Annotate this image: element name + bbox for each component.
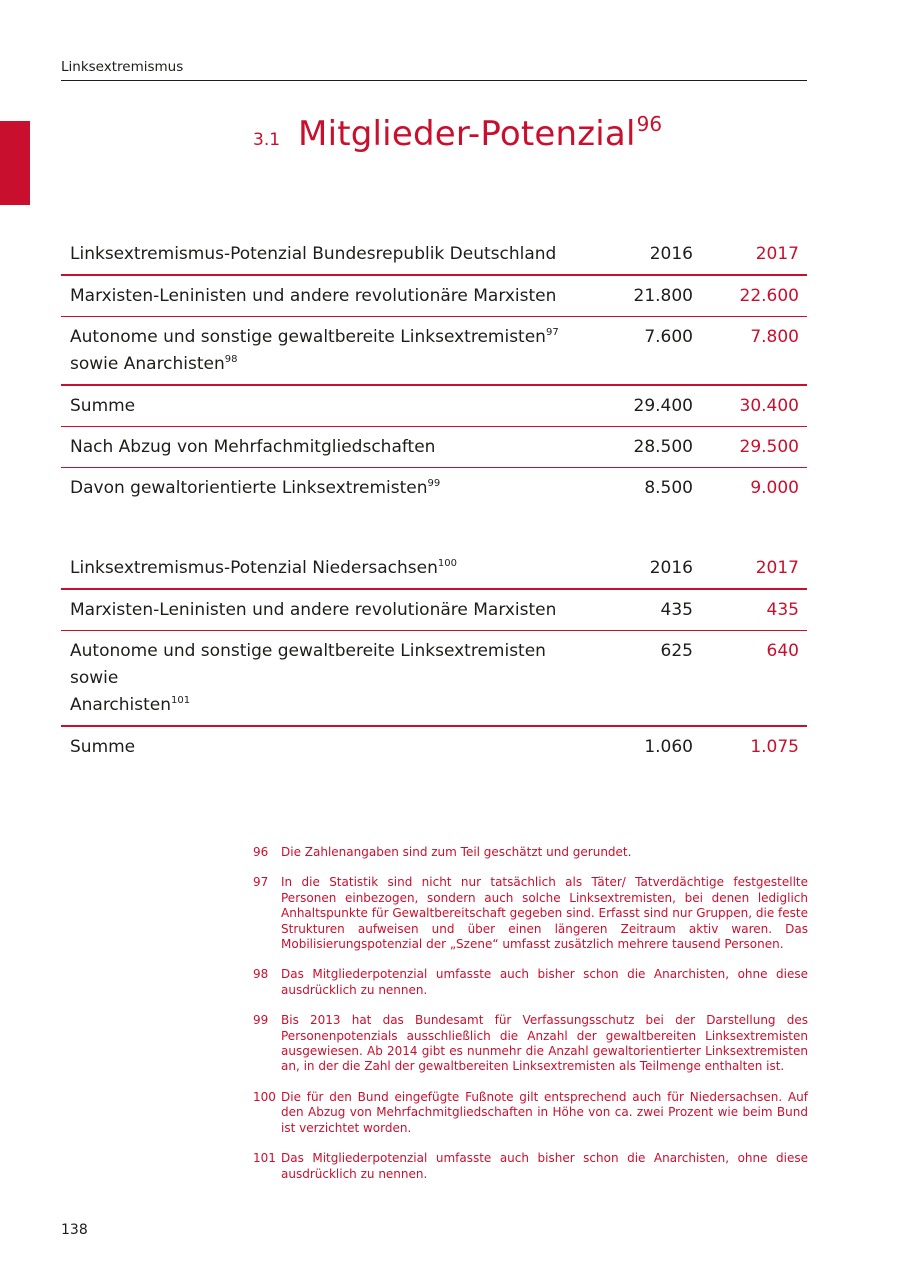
footnote-text: Das Mitgliederpotenzial umfasste auch bisher schon die Anarchisten, ohne diese ausdrücklich zu nennen. <box>281 967 808 997</box>
table-row <box>61 317 807 386</box>
row-label: Nach Abzug von Mehrfachmitgliedschaften <box>61 427 595 468</box>
footnote-number: 100 <box>253 1089 276 1104</box>
running-head: Linksextremismus <box>61 59 807 81</box>
table-header-row <box>61 234 807 275</box>
section-title: Mitglieder-Potenzial <box>298 114 636 154</box>
row-label <box>61 468 595 509</box>
table-header-label <box>61 548 595 589</box>
table-header-year-2016: 2016 <box>595 548 701 589</box>
table-header-year-2017: 2017 <box>701 234 807 275</box>
row-value-2017: 29.500 <box>701 427 807 468</box>
footnote <box>253 967 808 998</box>
row-label-line-1: Autonome und sonstige gewaltbereite Linksextremisten sowie <box>70 641 546 688</box>
row-label-line-2: sowie Anarchisten <box>70 354 225 374</box>
row-label-line-1: Autonome und sonstige gewaltbereite Linksextremisten <box>70 327 546 347</box>
row-value-2016: 8.500 <box>644 478 693 498</box>
table-row <box>61 427 807 468</box>
footnote-ref[interactable]: 101 <box>171 695 191 706</box>
footnote <box>253 1090 808 1136</box>
table-header-text: Linksextremismus-Potenzial Niedersachsen <box>70 558 438 578</box>
row-value-2016: 29.400 <box>595 385 701 427</box>
footnote-text: Das Mitgliederpotenzial umfasste auch bisher schon die Anarchisten, ohne diese ausdrücklich zu nennen. <box>281 1151 808 1181</box>
page-number: 138 <box>61 1222 88 1238</box>
row-label-text: Davon gewaltorientierte Linksextremisten <box>70 478 428 498</box>
table-row <box>61 468 807 509</box>
row-label: Marxisten-Leninisten und andere revolutionäre Marxisten <box>61 275 595 317</box>
row-label: Summe <box>70 737 136 757</box>
table-header-label: Linksextremismus-Potenzial Bundesrepublik Deutschland <box>61 234 595 275</box>
footnote-ref[interactable]: 100 <box>437 558 457 569</box>
table-row-sum <box>61 726 807 767</box>
footnote <box>253 1013 808 1075</box>
row-value-2016: 625 <box>595 631 701 727</box>
row-value-2017: 30.400 <box>701 385 807 427</box>
chapter-tab-marker <box>0 121 30 205</box>
footnote-number: 97 <box>253 875 269 890</box>
table-header-row <box>61 548 807 589</box>
row-value-2016: 28.500 <box>595 427 701 468</box>
row-value-2017: 640 <box>701 631 807 727</box>
row-label <box>61 317 595 386</box>
footnote-ref[interactable]: 97 <box>545 327 559 338</box>
footnote-number: 99 <box>253 1013 269 1028</box>
footnote-text: Die Zahlenangaben sind zum Teil geschätzt und gerundet. <box>281 845 632 859</box>
footnote-ref[interactable]: 98 <box>224 354 238 365</box>
footnote <box>253 1151 808 1182</box>
section-footnote-ref[interactable]: 96 <box>636 112 663 136</box>
row-value-2017: 22.600 <box>701 275 807 317</box>
table-row <box>61 589 807 631</box>
row-value-2016: 435 <box>595 589 701 631</box>
row-value-2016: 21.800 <box>595 275 701 317</box>
row-label-line-2: Anarchisten <box>70 695 172 715</box>
footnote-number: 98 <box>253 967 269 982</box>
section-number: 3.1 <box>253 130 281 150</box>
table-bund <box>61 234 807 508</box>
footnote-text: Die für den Bund eingefügte Fußnote gilt entsprechend auch für Niedersachsen. Auf den Abzug von Mehrfachmitgliedschaften in Höhe von ca. zwei Prozent wie beim Bund ist verzichtet worden. <box>281 1089 808 1135</box>
footnote-ref[interactable]: 99 <box>427 478 441 489</box>
table-header-year-2016: 2016 <box>595 234 701 275</box>
table-row-sum <box>61 385 807 427</box>
row-label: Marxisten-Leninisten und andere revolutionäre Marxisten <box>61 589 595 631</box>
row-label: Summe <box>61 385 595 427</box>
row-value-2017: 7.800 <box>701 317 807 386</box>
row-value-2017: 1.075 <box>750 737 799 757</box>
footnote-text: In die Statistik sind nicht nur tatsächlich als Täter/ Tatverdächtige festgestellte Personen einbezogen, sondern auch solche Linksextremisten, bei denen lediglich Anhaltspunkte für Gewaltbereitschaft gegeben sind. Erfasst sind nur Gruppen, die feste Strukturen aufweisen und über einen längeren Zeitraum aktiv waren. Das Mobilisierungspotenzial der „Szene“ umfasst zusätzlich mehrere tausend Personen. <box>281 875 808 952</box>
section-heading <box>253 114 662 154</box>
footnote <box>253 845 808 860</box>
footnote-text: Bis 2013 hat das Bundesamt für Verfassungsschutz bei der Darstellung des Personenpotenzials ausschließlich die Anzahl der gewaltbereiten Linksextremisten ausgewiesen. Ab 2014 gibt es nunmehr die Anzahl gewaltorientierter Linksextremisten an, in der die Zahl der gewaltbereiten Linksextremisten als Teilmenge enthalten ist. <box>281 1013 808 1074</box>
row-value-2016: 1.060 <box>644 737 693 757</box>
footnote <box>253 875 808 952</box>
row-label <box>61 631 595 727</box>
table-row <box>61 631 807 727</box>
row-value-2017: 435 <box>701 589 807 631</box>
footnote-number: 96 <box>253 845 269 859</box>
table-row <box>61 275 807 317</box>
footnote-number: 101 <box>253 1151 276 1166</box>
row-value-2017: 9.000 <box>750 478 799 498</box>
table-header-year-2017: 2017 <box>701 548 807 589</box>
footnotes <box>253 845 808 1197</box>
table-niedersachsen <box>61 548 807 767</box>
row-value-2016: 7.600 <box>595 317 701 386</box>
